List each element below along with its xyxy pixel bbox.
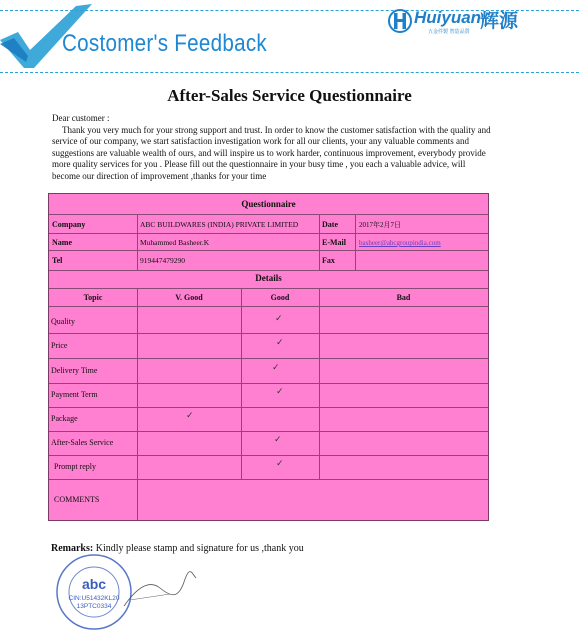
date-value: 2017年2月7日 xyxy=(359,221,401,229)
check-icon: ✓ xyxy=(186,411,194,421)
row-topic-payment: Payment Term xyxy=(51,390,98,399)
grid-line xyxy=(49,333,488,334)
col-good-header: Good xyxy=(270,293,290,302)
grid-line xyxy=(49,233,488,234)
grid-line xyxy=(49,431,488,432)
logo-word: Huiyuan xyxy=(414,8,482,27)
check-icon: ✓ xyxy=(272,363,280,373)
questionnaire-form xyxy=(48,193,489,521)
col-topic-header: Topic xyxy=(83,293,103,302)
header-banner xyxy=(0,0,579,82)
name-label: Name xyxy=(52,238,72,247)
huiyuan-h-icon xyxy=(388,6,412,36)
handwritten-signature xyxy=(120,566,200,616)
remarks-label: Remarks: xyxy=(51,543,94,554)
tel-value: 919447479290 xyxy=(140,256,185,265)
check-icon: ✓ xyxy=(274,435,282,445)
company-label: Company xyxy=(52,220,86,229)
grid-line xyxy=(241,288,242,479)
comments-label: COMMENTS xyxy=(54,495,100,504)
grid-line xyxy=(49,358,488,359)
document-title: After-Sales Service Questionnaire xyxy=(167,86,412,105)
row-topic-delivery: Delivery Time xyxy=(51,366,98,375)
fax-label: Fax xyxy=(322,256,335,265)
grid-line xyxy=(355,214,356,270)
grid-line xyxy=(137,288,138,520)
email-label: E-Mail xyxy=(322,238,346,247)
grid-line xyxy=(49,407,488,408)
grid-line xyxy=(319,288,320,479)
date-label: Date xyxy=(322,220,338,229)
row-topic-prompt-reply: Prompt reply xyxy=(54,462,96,471)
grid-line xyxy=(49,479,488,480)
grid-line xyxy=(49,250,488,251)
col-vgood-header: V. Good xyxy=(175,293,203,302)
col-bad-header: Bad xyxy=(396,293,411,302)
company-logo xyxy=(388,4,568,40)
questionnaire-heading: Questionnaire xyxy=(241,199,296,209)
grid-line xyxy=(319,214,320,270)
logo-tagline: 五金件製 智造品質 xyxy=(428,29,470,35)
grid-line xyxy=(49,455,488,456)
row-topic-quality: Quality xyxy=(51,317,75,326)
logo-chinese: 辉源 xyxy=(480,10,519,32)
grid-line xyxy=(49,214,488,215)
stamp-line2: 13PTC0334 xyxy=(76,603,112,610)
grid-line xyxy=(137,214,138,270)
company-value: ABC BUILDWARES (INDIA) PRIVATE LIMITED xyxy=(140,220,299,229)
check-icon: ✓ xyxy=(276,459,284,469)
name-value: Muhammed Basheer.K xyxy=(140,238,210,247)
bottom-dashed-divider xyxy=(0,72,579,73)
intro-paragraph: Thank you very much for your strong support and trust. In order to know the customer satisfaction with the quality and service of our company, we start satisfaction investigation work for all our clients, your any valuable comments and suggestions are valuable wealth of ours, and will inspire us to work harder, continuous improvement, everybody provide more quality services for you . Please fill out the questionnaire in your busy time , you each a valuable advice, will become our direction of improvement ,thanks for your time xyxy=(52,125,491,181)
stamp-logo-text: abc xyxy=(81,576,107,592)
grid-line xyxy=(49,288,488,289)
details-heading: Details xyxy=(255,273,282,283)
check-icon: ✓ xyxy=(276,338,284,348)
grid-line xyxy=(49,306,488,307)
row-topic-after-sales: After-Sales Service xyxy=(51,438,114,447)
banner-title: Costomer's Feedback xyxy=(62,30,268,57)
tel-label: Tel xyxy=(52,256,63,265)
remarks-text: Kindly please stamp and signature for us ,thank you xyxy=(95,543,304,554)
check-icon: ✓ xyxy=(275,314,283,324)
row-topic-price: Price xyxy=(51,341,68,350)
stamp-line1: CIN:U51432KL20 xyxy=(68,595,120,602)
grid-line xyxy=(49,270,488,271)
salutation: Dear customer : xyxy=(52,113,110,123)
email-value-link[interactable]: basheer@abcgroupindia.com xyxy=(359,239,441,247)
grid-line xyxy=(49,383,488,384)
row-topic-package: Package xyxy=(51,414,78,423)
check-icon: ✓ xyxy=(276,387,284,397)
